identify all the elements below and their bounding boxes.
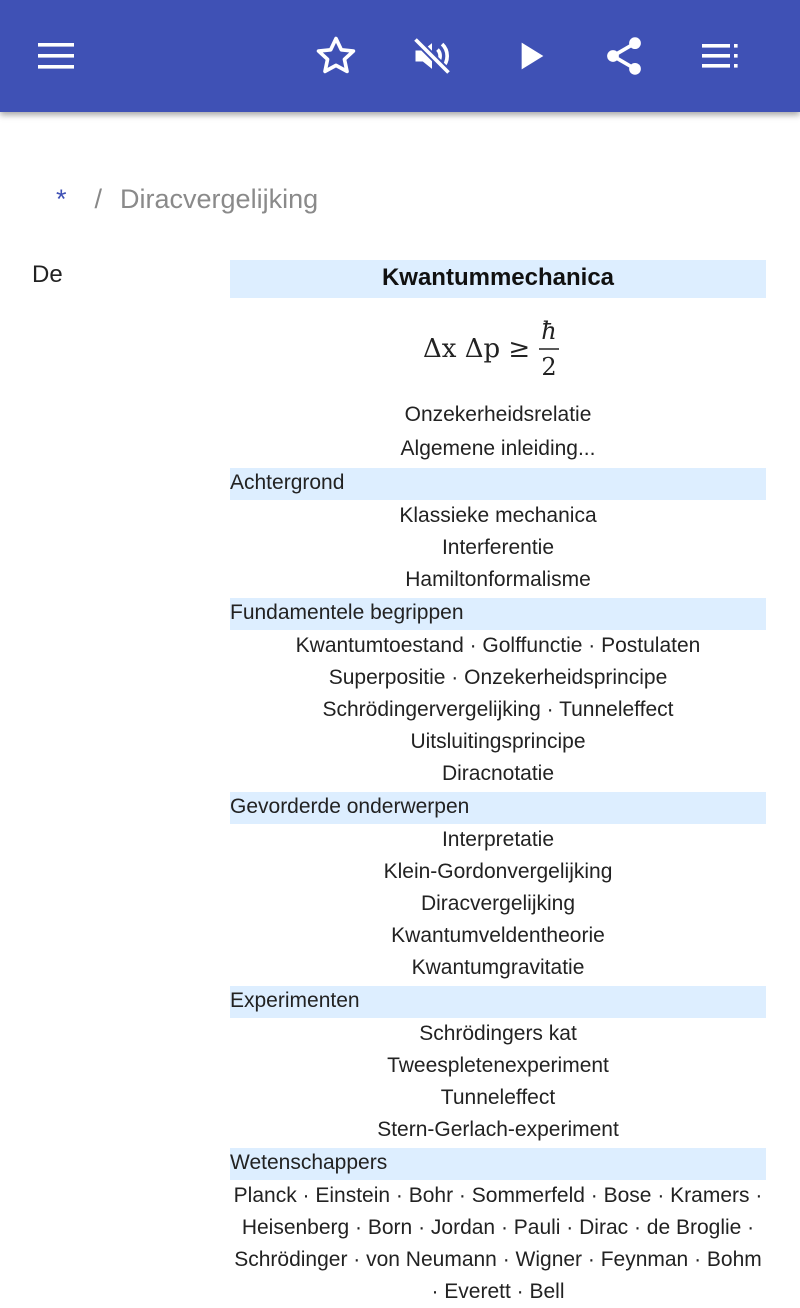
- infobox-link[interactable]: Kwantumveldentheorie: [391, 924, 605, 947]
- infobox-link-onzekerheidsrelatie[interactable]: Onzekerheidsrelatie: [404, 403, 592, 426]
- play-icon[interactable]: [504, 30, 556, 82]
- star-outline-icon[interactable]: [310, 30, 362, 82]
- infobox-link[interactable]: Uitsluitingsprincipe: [410, 730, 586, 753]
- infobox-link[interactable]: Hamiltonformalisme: [405, 568, 591, 591]
- infobox-section-heading: Gevorderde onderwerpen: [230, 792, 766, 824]
- formula-lhs: Δx Δp ≥: [423, 334, 531, 364]
- infobox-link[interactable]: Diracnotatie: [441, 762, 555, 785]
- infobox-link-row[interactable]: Kwantumtoestand · Golffunctie · Postulaten: [295, 634, 701, 657]
- infobox: [230, 260, 766, 1308]
- article-lead-text: De: [32, 261, 63, 288]
- breadcrumb-root-link[interactable]: *: [56, 184, 67, 214]
- uncertainty-formula: [230, 298, 766, 398]
- infobox-link[interactable]: Schrödingers kat: [419, 1022, 577, 1045]
- hamburger-menu-icon[interactable]: [30, 30, 82, 82]
- breadcrumb: [56, 182, 318, 216]
- formula-denominator: 2: [541, 353, 557, 381]
- share-icon[interactable]: [598, 30, 650, 82]
- infobox-section-heading: Experimenten: [230, 986, 766, 1018]
- article-content: [0, 112, 800, 1303]
- infobox-section-heading: Wetenschappers: [230, 1148, 766, 1180]
- infobox-link-row[interactable]: Schrödingervergelijking · Tunneleffect: [322, 698, 674, 721]
- app-toolbar: [0, 0, 800, 112]
- infobox-link[interactable]: Interferentie: [441, 536, 555, 559]
- infobox-link[interactable]: Kwantumgravitatie: [411, 956, 585, 979]
- infobox-link-row[interactable]: Superpositie · Onzekerheidsprincipe: [328, 666, 668, 689]
- infobox-link[interactable]: Diracvergelijking: [420, 892, 576, 915]
- breadcrumb-current: Diracvergelijking: [120, 184, 319, 214]
- infobox-link-algemene-inleiding[interactable]: Algemene inleiding...: [400, 437, 596, 460]
- infobox-link[interactable]: Interpretatie: [441, 828, 555, 851]
- infobox-link[interactable]: Klein-Gordonvergelijking: [383, 860, 613, 883]
- infobox-section-heading: Fundamentele begrippen: [230, 598, 766, 630]
- breadcrumb-separator: /: [94, 184, 103, 214]
- infobox-link[interactable]: Tunneleffect: [440, 1086, 556, 1109]
- infobox-link[interactable]: Tweespletenexperiment: [387, 1054, 609, 1077]
- infobox-section-heading: Achtergrond: [230, 468, 766, 500]
- infobox-link[interactable]: Klassieke mechanica: [399, 504, 597, 527]
- infobox-link[interactable]: Stern-Gerlach-experiment: [377, 1118, 619, 1141]
- formula-graphic: [423, 313, 573, 383]
- volume-off-icon[interactable]: [406, 30, 458, 82]
- playlist-icon[interactable]: [694, 30, 746, 82]
- formula-numerator: ħ: [541, 317, 557, 345]
- infobox-title: Kwantummechanica: [230, 260, 766, 298]
- infobox-scientists-list[interactable]: Planck · Einstein · Bohr · Sommerfeld · Bose · Kramers · Heisenberg · Born · Jordan · Pauli · Dirac · de Broglie · Schrödinger · von Neumann · Wigner · Feynman · Bohm · Everett · Bell: [233, 1184, 763, 1303]
